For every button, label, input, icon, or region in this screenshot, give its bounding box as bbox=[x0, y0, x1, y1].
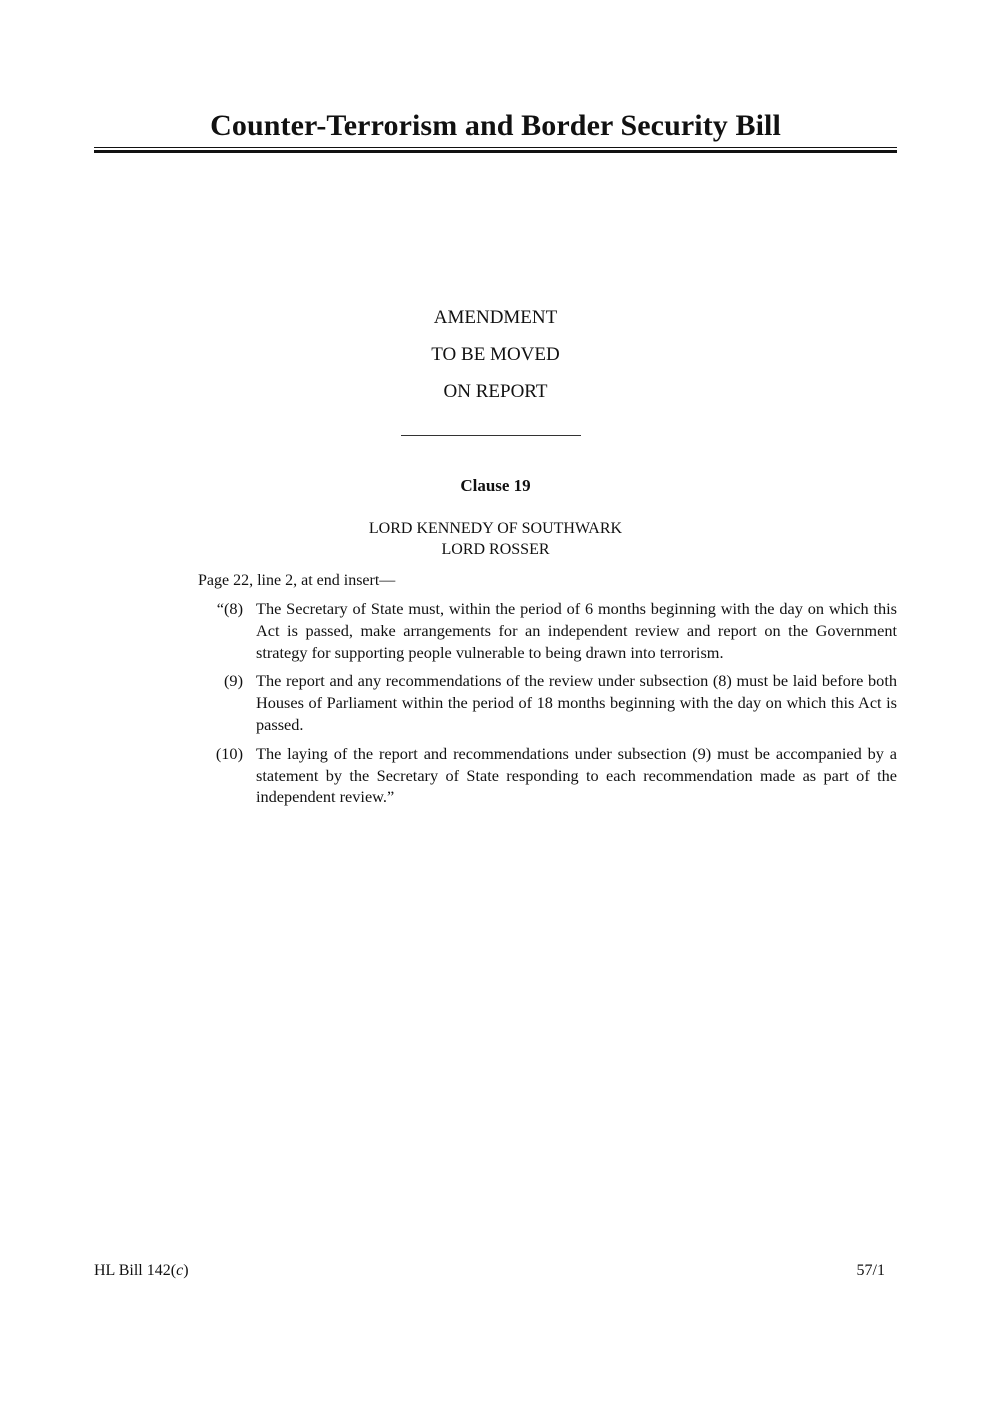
bill-ref-italic: c bbox=[176, 1262, 184, 1279]
movers-list bbox=[0, 518, 991, 560]
heading-on-report: ON REPORT bbox=[443, 381, 548, 402]
subsection-number: (9) bbox=[224, 671, 243, 691]
section-divider bbox=[401, 435, 581, 436]
subsection-10 bbox=[198, 743, 897, 808]
bill-ref-prefix: HL Bill 142( bbox=[94, 1262, 177, 1279]
amendment-instruction: Page 22, line 2, at end insert— bbox=[198, 572, 396, 589]
header-rule-thick bbox=[94, 150, 897, 153]
amendment-number: 57/1 bbox=[856, 1262, 885, 1279]
heading-to-be-moved: TO BE MOVED bbox=[431, 344, 560, 365]
subsection-8 bbox=[198, 598, 897, 663]
mover-name: LORD ROSSER bbox=[441, 541, 550, 558]
subsection-text: The laying of the report and recommendations under subsection (9) must be accompanied by a statement by the Secretary of State responding to each recommendation made as part of the independent review.” bbox=[256, 743, 897, 807]
subsection-text: The report and any recommendations of the review under subsection (8) must be laid before both Houses of Parliament within the period of 18 months beginning with the day on which this Act is passed. bbox=[256, 671, 897, 734]
subsection-text: The Secretary of State must, within the period of 6 months beginning with the day on which this Act is passed, make arrangements for an independent review and report on the Government strategy for supporting people vulnerable to being drawn into terrorism. bbox=[256, 599, 897, 662]
subsection-9 bbox=[198, 670, 897, 735]
header-rule-thin bbox=[94, 147, 897, 148]
document-header bbox=[94, 106, 897, 146]
mover-name: LORD KENNEDY OF SOUTHWARK bbox=[368, 520, 623, 537]
heading-amendment: AMENDMENT bbox=[433, 307, 558, 328]
amendment-subsections bbox=[198, 598, 897, 815]
bill-reference bbox=[94, 1262, 189, 1280]
bill-ref-suffix: ) bbox=[183, 1262, 189, 1279]
subsection-number: “(8) bbox=[216, 599, 243, 618]
clause-heading: Clause 19 bbox=[460, 476, 531, 495]
bill-title: Counter-Terrorism and Border Security Bill bbox=[210, 109, 781, 142]
subsection-number: (10) bbox=[215, 743, 243, 763]
